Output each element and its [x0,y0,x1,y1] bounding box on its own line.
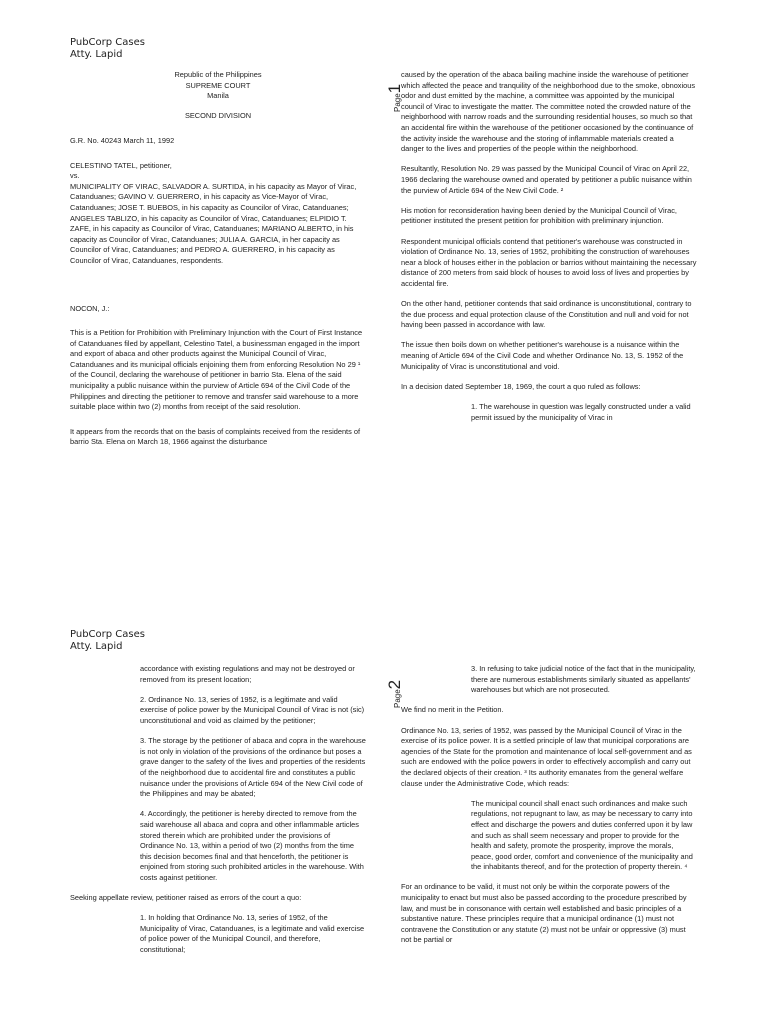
page-label: Page [393,689,402,708]
paragraph: For an ordinance to be valid, it must not only be within the corporate powers of the municipality to enact but must also be passed according to the procedure prescribed by law, and must be in consonance with certain well established and basic principles of a substantive nature. These principles require that a municipal ordinance (1) must not contravene the Constitution or any statute (2) must not be unfair or oppressive (3) must not be partial or [401,882,687,945]
paragraph: On the other hand, petitioner contends that said ordinance is unconstitutional, contrary to the due process and equal protection clause of the Constitution and null and void for not having been passed in accordance with law. [401,299,692,330]
paragraph: Ordinance No. 13, series of 1952, was passed by the Municipal Council of Virac in the exercise of its police power. It is a settled principle of law that municipal corporations are agencies of the State for the promotion and maintenance of local self-government and as such are endowed with the police powers in order to effectively accomplish and carry out the declared objects of their creation. ³ Its authority emanates from the general welfare clause under the Administrative Code, which reads: [401,725,692,788]
document-header [70,37,145,61]
paragraph: This is a Petition for Prohibition with Preliminary Injunction with the Court of First Instance of Catanduanes filed by appellant, Celestino Tatel, a businessman engaged in the import and export of abaca and other products against the Municipal Council of Virac, Catanduanes and its municipal officials enjoining them from enforcing Resolution No 29 ¹ of the Council, declaring the warehouse of petitioner in barrio Sta. Elena of the said municipality a public nuisance within the purview of Article 694 of the Civil Code of the Philippines and directing the petitioner to remove and transfer said warehouse to a more suitable place within two (2) months from receipt of the said resolution. [70,328,363,412]
respondents-block: MUNICIPALITY OF VIRAC, SALVADOR A. SURTIDA, in his capacity as Mayor of Virac, Catanduanes; GAVINO V. GUERRERO, in his capacity as Vice-Mayor of Virac, Catanduanes; JOSE T. BUEBOS, in his capacity as Councilor of Virac, Catanduanes; ANGELES TABLIZO, in his capacity as Councilor of Virac, Catanduanes; ELPIDIO T. ZAFE, in his capacity as Councilor of Virac, Catanduanes; MARIANO ALBERTO, in his capacity as Councilor of Virac, Catanduanes; JULIA A. GARCIA, in her capacity as Councilor of Virac, Catanduanes; and PEDRO A. GUERRERO, in his capacity as Councilor of Virac, Catanduanes, respondents. [70,181,357,265]
paragraph: We find no merit in the Petition. [401,705,504,715]
header-line-2: Atty. Lapid [70,641,123,652]
header-line-1: PubCorp Cases [70,629,145,640]
paragraph: His motion for reconsideration having been denied by the Municipal Council of Virac, petitioner instituted the present petition for prohibition with preliminary injunction. [401,205,677,226]
case-parties [70,161,366,267]
left-column [70,664,366,965]
gr-number: G.R. No. 40243 March 11, 1992 [70,135,175,145]
quoted-statute: The municipal council shall enact such ordinances and make such regulations, not repugnant to law, as may be necessary to carry into effect and discharge the powers and duties conferred upon it by law and such as shall seem necessary and proper to provide for the health and safety, promote the prosperity, improve the morals, peace, good order, comfort and convenience of the municipality and the inhabitants thereof, and for the protection of property therein. ⁴ [471,798,693,872]
assigned-error: 1. In holding that Ordinance No. 13, series of 1952, of the Municipality of Virac, Catanduanes, is a legitimate and valid exercise of police power of the Municipal Council, and therefore, constitutional; [140,913,365,955]
header-line-2: Atty. Lapid [70,49,123,60]
paragraph: Respondent municipal officials contend that petitioner's warehouse was constructed in violation of Ordinance No. 13, series of 1952, prohibiting the construction of warehouses near a block of houses either in the poblacion or barrios without maintaining the necessary distance of 200 meters from said block of houses to avoid loss of lives and properties by accidental fire. [401,236,697,288]
city-line: Manila [207,91,229,101]
paragraph: caused by the operation of the abaca bailing machine inside the warehouse of petitioner which affected the peace and tranquility of the neighborhood due to the smoke, obnoxious odor and dust emitted by the machine, a committee was appointed by the municipal council of Virac to investigate the matter. The committee noted the crowded nature of the neighborhood with narrow roads and the surrounding residential houses, so much so that an accidental fire within the warehouse of the petitioner occasioned by the continuance of the activity inside the warehouse and the storing of inflammable materials created a danger to the lives and properties of the people within the neighborhood. [401,70,696,154]
ponente-line: NOCON, J.: [70,303,110,313]
assigned-error: 3. In refusing to take judicial notice of the fact that in the municipality, there are numerous establishments similarly situated as appellants' warehouses but which are not prosecuted. [471,664,696,695]
right-column [401,664,697,956]
quoted-ruling: 3. The storage by the petitioner of abaca and copra in the warehouse is not only in violation of the provisions of the ordinance but poses a grave danger to the safety of the lives and properties of the residents of the neighborhood due to accidental fire and constitutes a public nuisance under the provisions of Article 694 of the New Civil code of the Philippines and may be abated; [140,736,366,799]
quoted-ruling: 4. Accordingly, the petitioner is hereby directed to remove from the said warehouse all abaca and copra and other inflammable articles stored therein which are prohibited under the provisions of Ordinance No. 13, within a period of two (2) months from the time this decision becomes final and that henceforth, the petitioner is enjoined from storing such prohibited articles in the warehouse. With costs against petitioner. [140,809,364,882]
quoted-ruling: 2. Ordinance No. 13, series of 1952, is a legitimate and valid exercise of police power by the Municipal Council of Virac is not (sic) unconstitutional and void as claimed by the petitioner; [140,694,365,725]
petitioner-line: CELESTINO TATEL, petitioner, [70,160,172,170]
republic-line: Republic of the Philippines [174,70,262,79]
court-heading [70,70,366,102]
page-number-value: 1 [385,83,404,94]
left-column [70,70,366,458]
right-column [401,70,697,433]
page-number-value: 2 [385,679,404,690]
quoted-ruling: 1. The warehouse in question was legally constructed under a valid permit issued by the municipality of Virac in [471,402,691,422]
document-page-2 [0,612,768,1024]
page-label: Page [393,93,402,112]
header-line-1: PubCorp Cases [70,37,145,48]
paragraph: It appears from the records that on the basis of complaints received from the residents of barrio Sta. Elena on March 18, 1966 against the disturbance [70,426,361,447]
court-line: SUPREME COURT [185,80,251,90]
document-header [70,629,145,653]
vs-line: vs. [70,171,80,181]
division-line: SECOND DIVISION [184,111,252,121]
paragraph: The issue then boils down on whether petitioner's warehouse is a nuisance within the meaning of Article 694 of the Civil Code and whether Ordinance No. 13, S. 1952 of the Municipality of Virac is unconstitutional and void. [401,340,684,371]
paragraph: Seeking appellate review, petitioner raised as errors of the court a quo: [70,893,302,903]
quoted-ruling: accordance with existing regulations and may not be destroyed or removed from its present location; [140,664,355,684]
paragraph: Resultantly, Resolution No. 29 was passed by the Municipal Council of Virac on April 22, 1966 declaring the warehouse owned and operated by petitioner a public nuisance within the purview of Article 694 of the New Civil Code. ² [401,164,692,195]
paragraph: In a decision dated September 18, 1969, the court a quo ruled as follows: [401,381,641,391]
